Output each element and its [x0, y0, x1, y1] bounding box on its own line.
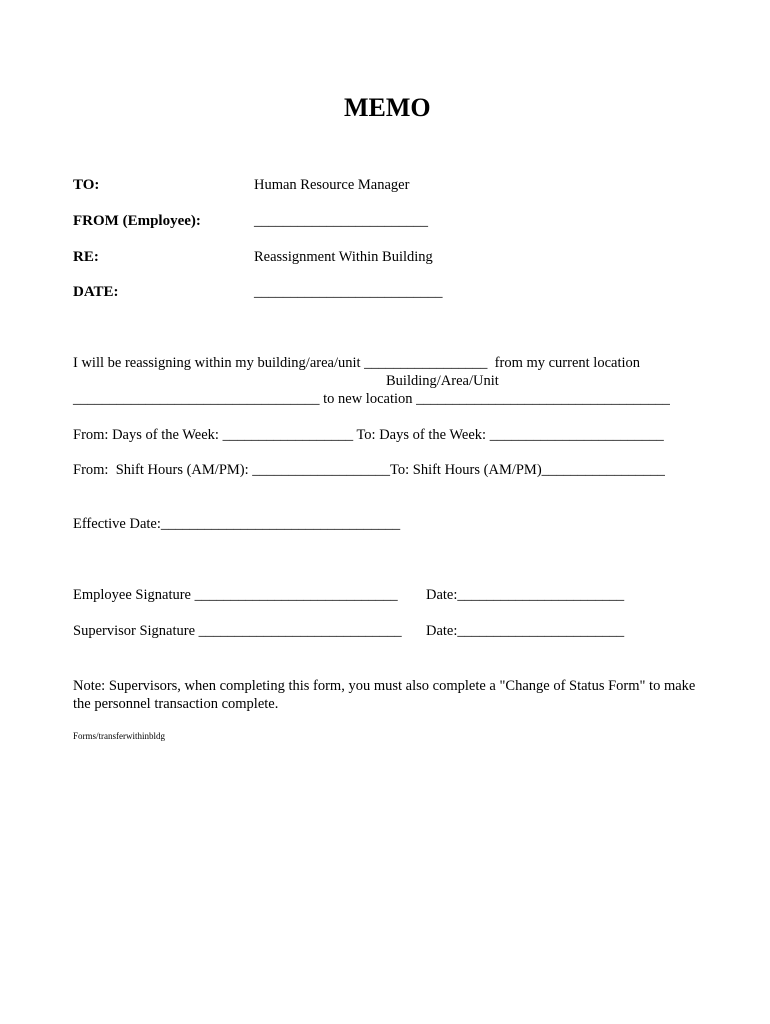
to-label: TO:	[73, 177, 100, 193]
shift-line[interactable]: From: Shift Hours (AM/PM): ___________________To: Shift Hours (AM/PM)_________________	[73, 462, 665, 478]
date-field[interactable]: __________________________	[254, 284, 443, 300]
to-value: Human Resource Manager	[254, 177, 410, 193]
re-value: Reassignment Within Building	[254, 249, 433, 265]
reassign-sublabel: Building/Area/Unit	[386, 373, 499, 389]
effective-date-field[interactable]: Effective Date:_________________________________	[73, 516, 401, 532]
from-label: FROM (Employee):	[73, 213, 201, 229]
supervisor-date-field[interactable]: Date:_______________________	[426, 623, 625, 639]
footer-form-id: Forms/transferwithinbldg	[73, 731, 165, 741]
from-field[interactable]: ________________________	[254, 213, 428, 229]
page-title: MEMO	[344, 93, 431, 122]
date-label: DATE:	[73, 284, 119, 300]
supervisor-note: Note: Supervisors, when completing this form, you must also complete a "Change of Status Form" to make the personnel transaction complete.	[73, 678, 696, 712]
location-line[interactable]: __________________________________ to new location ___________________________________	[73, 391, 670, 407]
reassign-text[interactable]: I will be reassigning within my building/area/unit _________________ from my current location	[73, 355, 641, 371]
employee-signature-field[interactable]: Employee Signature ____________________________	[73, 587, 398, 603]
employee-date-field[interactable]: Date:_______________________	[426, 587, 625, 603]
supervisor-signature-field[interactable]: Supervisor Signature ____________________________	[73, 623, 402, 639]
days-line[interactable]: From: Days of the Week: __________________ To: Days of the Week: ________________________	[73, 427, 664, 443]
re-label: RE:	[73, 249, 99, 265]
